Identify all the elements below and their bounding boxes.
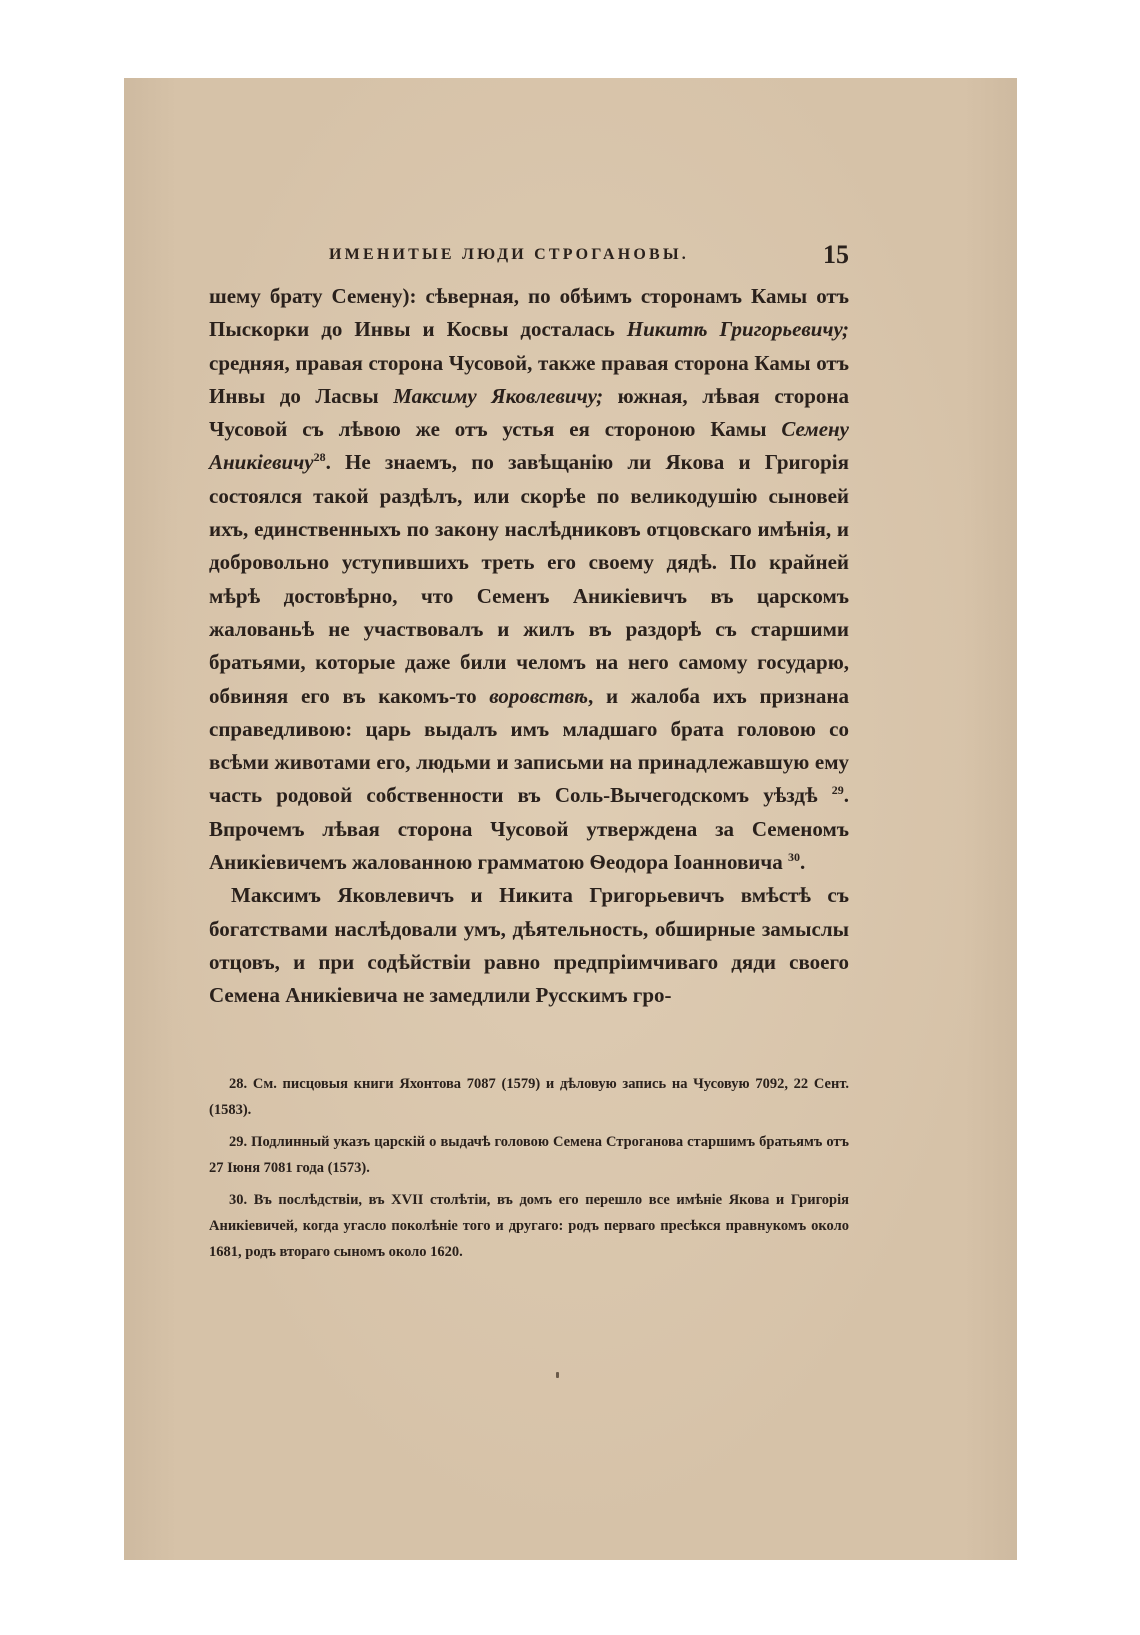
person-name-maxim: Максиму Яковлевичу;	[393, 383, 604, 408]
text-run: южная, лѣвая сторона Чусовой съ лѣвою же отъ устья ея стороною Камы	[209, 383, 850, 442]
body-text	[209, 280, 849, 1013]
text-run: . Впрочемъ лѣвая сторона Чусовой утверждена за Семеномъ Аникіевичемъ жалованною грамматою Ѳеодора Іоанновича	[209, 783, 849, 875]
person-name-semen: Семену Аникіевичу	[209, 417, 849, 475]
emphasized-word: воровствѣ	[489, 683, 589, 708]
text-run: .	[800, 850, 806, 875]
paragraph-2: Максимъ Яковлевичъ и Никита Григорьевичъ вмѣстѣ съ богатствами наслѣдовали умъ, дѣятельность, обширные замыслы отцовъ, и при содѣйствіи равно предпріимчиваго дяди своего Семена Аникіевича не замедлили Русскимъ гро-	[209, 883, 849, 1008]
footnote-29: 29. Подлинный указъ царскій о выдачѣ головою Семена Строганова старшимъ братьямъ отъ 27 Іюня 7081 года (1573).	[209, 1133, 849, 1176]
text-run: , и жалоба ихъ признана справедливою: царь выдалъ имъ младшаго брата головою со всѣми животами его, людьми и записьми на принадлежавшую ему часть родовой собственности въ Соль-Вычегодскомъ уѣздѣ	[209, 683, 849, 808]
footnote-30: 30. Въ послѣдствіи, въ XVII столѣтіи, въ домъ его перешло все имѣніе Якова и Григорія Аникіевичей, когда угасло поколѣніе того и другаго: родъ перваго пресѣкся правнукомъ около 1681, родъ втораго сыномъ около 1620.	[209, 1191, 849, 1260]
footnote-28: 28. См. писцовыя книги Яхонтова 7087 (1579) и дѣловую запись на Чусовую 7092, 22 Сент. (1583).	[209, 1075, 849, 1118]
footnote-separator	[209, 1013, 849, 1071]
text-run: шему брату Семену): сѣверная, по обѣимъ сторонамъ Камы отъ Пыскорки до Инвы и Косвы досталась	[209, 284, 849, 342]
page-content	[209, 240, 849, 1271]
paragraph-1	[209, 280, 849, 879]
footnotes	[209, 1071, 849, 1265]
text-run: средняя, правая сторона Чусовой, также правая сторона Камы отъ Инвы до Ласвы	[209, 350, 849, 408]
text-run: . Не знаемъ, по завѣщанію ли Якова и Григорія состоялся такой раздѣлъ, или скорѣе по великодушію сыновей ихъ, единственныхъ по закону наслѣдниковъ отцовскаго имѣнія, и добровольно уступившихъ треть его своему дядѣ. По крайней мѣрѣ достовѣрно, что Семенъ Аникіевичъ въ царскомъ жалованьѣ не участвовалъ и жилъ въ раздорѣ съ старшими братьями, которые даже били челомъ на него самому государю, обвиняя его въ какомъ-то	[209, 450, 849, 708]
person-name-nikita: Никитѣ Григорьевичу;	[626, 317, 850, 342]
footnote-ref-28: 28	[313, 450, 326, 465]
footnote-ref-29: 29	[831, 783, 844, 798]
page-number: 15	[823, 240, 849, 269]
footnote-ref-30: 30	[788, 850, 800, 865]
running-title: ИМЕНИТЫЕ ЛЮДИ СТРОГАНОВЫ.	[329, 246, 689, 263]
paper-speck	[556, 1372, 559, 1378]
running-head	[209, 240, 849, 280]
